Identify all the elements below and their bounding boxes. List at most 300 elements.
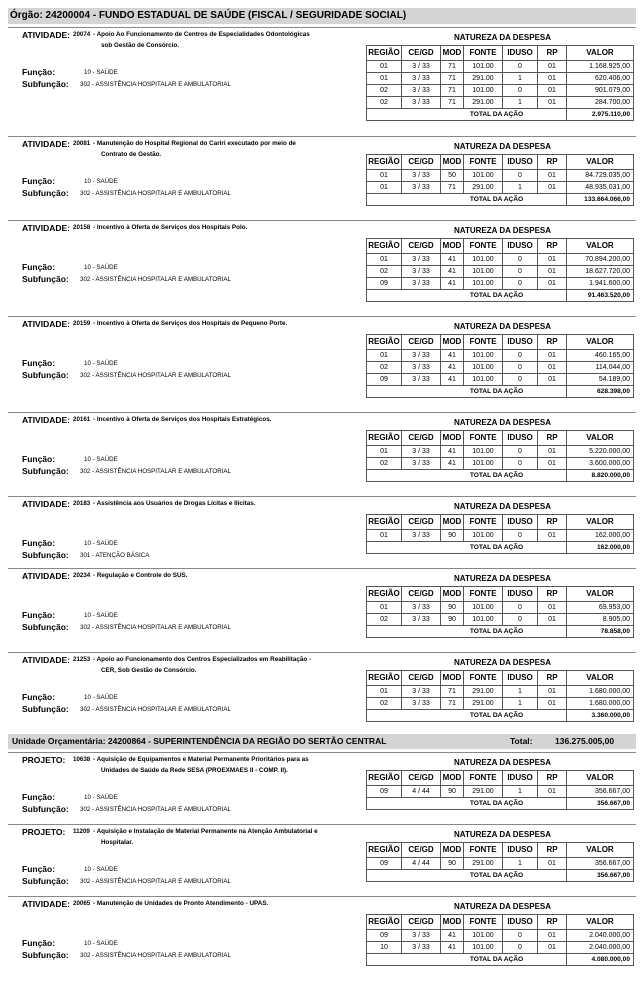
total-value: 3.360.000,00 bbox=[567, 710, 634, 722]
funcao-label: Função: bbox=[22, 938, 56, 948]
table-cell: 3 / 33 bbox=[402, 278, 441, 290]
column-header: REGIÃO bbox=[367, 239, 402, 254]
total-row bbox=[367, 954, 634, 966]
table-cell: 01 bbox=[538, 97, 567, 109]
action-code: 20065 bbox=[73, 900, 91, 907]
table-cell: 02 bbox=[367, 458, 402, 470]
table-cell: 41 bbox=[441, 942, 464, 954]
table-cell: 3 / 33 bbox=[402, 614, 441, 626]
table-cell: 101.00 bbox=[464, 61, 503, 73]
table-cell: 3 / 33 bbox=[402, 61, 441, 73]
table-cell: 84.729.035,00 bbox=[567, 170, 634, 182]
table-cell: 02 bbox=[367, 362, 402, 374]
column-header: REGIÃO bbox=[367, 671, 402, 686]
total-row bbox=[367, 798, 634, 810]
table-cell: 4 / 44 bbox=[402, 786, 441, 798]
funcao-label: Função: bbox=[22, 792, 56, 802]
column-header: MOD bbox=[441, 915, 464, 930]
table-header-row bbox=[367, 155, 634, 170]
subfuncao-value: 301 - ATENÇÃO BÁSICA bbox=[80, 552, 150, 559]
natureza-header: NATUREZA DA DESPESA bbox=[454, 226, 552, 235]
natureza-header: NATUREZA DA DESPESA bbox=[454, 418, 552, 427]
action-kind: PROJETO: bbox=[22, 755, 66, 765]
table-cell: 18.627.720,00 bbox=[567, 266, 634, 278]
column-header: IDUSO bbox=[503, 915, 538, 930]
table-cell: 01 bbox=[538, 350, 567, 362]
table-cell: 620.406,00 bbox=[567, 73, 634, 85]
table-cell: 01 bbox=[367, 602, 402, 614]
column-header: RP bbox=[538, 843, 567, 858]
table-cell: 1 bbox=[503, 182, 538, 194]
subfuncao-value: 302 - ASSISTÊNCIA HOSPITALAR E AMBULATORIAL bbox=[80, 372, 231, 379]
subfuncao-value: 302 - ASSISTÊNCIA HOSPITALAR E AMBULATORIAL bbox=[80, 81, 231, 88]
table-row bbox=[367, 858, 634, 870]
table-cell: 90 bbox=[441, 614, 464, 626]
table-cell: 1.168.925,00 bbox=[567, 61, 634, 73]
table-cell: 01 bbox=[538, 73, 567, 85]
column-header: RP bbox=[538, 46, 567, 61]
action-description-line2: Hospitalar. bbox=[101, 839, 134, 846]
action-kind: ATIVIDADE: bbox=[22, 30, 71, 40]
column-header: CE/GD bbox=[402, 587, 441, 602]
column-header: REGIÃO bbox=[367, 843, 402, 858]
table-cell: 0 bbox=[503, 374, 538, 386]
table-cell: 1 bbox=[503, 686, 538, 698]
column-header: RP bbox=[538, 671, 567, 686]
column-header: VALOR bbox=[567, 915, 634, 930]
action-description-line1: - Incentivo à Oferta de Serviços dos Hospitais de Pequeno Porte. bbox=[93, 320, 288, 327]
column-header: CE/GD bbox=[402, 46, 441, 61]
total-value: 356.667,00 bbox=[567, 798, 634, 810]
column-header: IDUSO bbox=[503, 671, 538, 686]
table-cell: 8.905,00 bbox=[567, 614, 634, 626]
table-cell: 71 bbox=[441, 686, 464, 698]
table-cell: 0 bbox=[503, 362, 538, 374]
action-kind: ATIVIDADE: bbox=[22, 319, 71, 329]
table-cell: 101.00 bbox=[464, 446, 503, 458]
funcao-value: 10 - SAÚDE bbox=[84, 940, 118, 947]
budget-action-block bbox=[8, 896, 636, 986]
column-header: FONTE bbox=[464, 335, 503, 350]
total-value: 91.463.520,00 bbox=[567, 290, 634, 302]
column-header: FONTE bbox=[464, 46, 503, 61]
funcao-label: Função: bbox=[22, 176, 56, 186]
column-header: REGIÃO bbox=[367, 915, 402, 930]
table-cell: 101.00 bbox=[464, 942, 503, 954]
column-header: RP bbox=[538, 335, 567, 350]
column-header: MOD bbox=[441, 46, 464, 61]
separator bbox=[8, 568, 636, 569]
table-cell: 41 bbox=[441, 254, 464, 266]
table-cell: 02 bbox=[367, 614, 402, 626]
table-cell: 90 bbox=[441, 858, 464, 870]
total-value: 628.398,00 bbox=[567, 386, 634, 398]
table-cell: 291.00 bbox=[464, 698, 503, 710]
table-cell: 54.189,00 bbox=[567, 374, 634, 386]
total-row bbox=[367, 542, 634, 554]
table-cell: 1 bbox=[503, 97, 538, 109]
column-header: MOD bbox=[441, 431, 464, 446]
column-header: REGIÃO bbox=[367, 46, 402, 61]
table-row bbox=[367, 446, 634, 458]
table-cell: 1 bbox=[503, 698, 538, 710]
table-cell: 01 bbox=[367, 170, 402, 182]
table-cell: 291.00 bbox=[464, 73, 503, 85]
table-cell: 0 bbox=[503, 614, 538, 626]
subfuncao-label: Subfunção: bbox=[22, 804, 69, 814]
column-header: VALOR bbox=[567, 843, 634, 858]
subfuncao-label: Subfunção: bbox=[22, 79, 69, 89]
table-cell: 01 bbox=[367, 73, 402, 85]
total-value: 8.820.000,00 bbox=[567, 470, 634, 482]
action-description-line1: - Manutenção de Unidades de Pronto Atendimento - UPAS. bbox=[93, 900, 269, 907]
table-row bbox=[367, 686, 634, 698]
column-header: REGIÃO bbox=[367, 771, 402, 786]
column-header: CE/GD bbox=[402, 239, 441, 254]
action-code: 20074 bbox=[73, 31, 91, 38]
funcao-value: 10 - SAÚDE bbox=[84, 456, 118, 463]
table-cell: 3 / 33 bbox=[402, 686, 441, 698]
table-cell: 71 bbox=[441, 698, 464, 710]
table-cell: 09 bbox=[367, 858, 402, 870]
total-row bbox=[367, 290, 634, 302]
column-header: FONTE bbox=[464, 239, 503, 254]
budget-action-block bbox=[8, 652, 636, 742]
table-header-row bbox=[367, 46, 634, 61]
total-value: 356.667,00 bbox=[567, 870, 634, 882]
table-cell: 0 bbox=[503, 350, 538, 362]
separator bbox=[8, 652, 636, 653]
action-description-line1: - Aquisição e Instalação de Material Permanente na Atenção Ambulatorial e bbox=[93, 828, 318, 835]
column-header: FONTE bbox=[464, 431, 503, 446]
table-cell: 0 bbox=[503, 278, 538, 290]
action-description-line1: - Assistência aos Usuários de Drogas Lícitas e Ilícitas. bbox=[93, 500, 256, 507]
table-cell: 3 / 33 bbox=[402, 602, 441, 614]
total-row bbox=[367, 710, 634, 722]
total-label: TOTAL DA AÇÃO bbox=[367, 798, 567, 810]
action-code: 11209 bbox=[73, 828, 90, 835]
natureza-header: NATUREZA DA DESPESA bbox=[454, 574, 552, 583]
table-cell: 291.00 bbox=[464, 182, 503, 194]
column-header: FONTE bbox=[464, 843, 503, 858]
table-cell: 291.00 bbox=[464, 786, 503, 798]
table-cell: 41 bbox=[441, 266, 464, 278]
table-cell: 50 bbox=[441, 170, 464, 182]
table-cell: 41 bbox=[441, 350, 464, 362]
table-cell: 02 bbox=[367, 97, 402, 109]
action-description-line1: - Apoio Ao Funcionamento de Centros de Especialidades Odontológicas bbox=[93, 31, 310, 38]
funcao-value: 10 - SAÚDE bbox=[84, 794, 118, 801]
table-cell: 101.00 bbox=[464, 602, 503, 614]
table-cell: 2.040.000,00 bbox=[567, 930, 634, 942]
action-code: 20234 bbox=[73, 572, 91, 579]
table-header-row bbox=[367, 843, 634, 858]
table-cell: 01 bbox=[538, 374, 567, 386]
table-cell: 101.00 bbox=[464, 266, 503, 278]
action-code: 10638 bbox=[73, 756, 91, 763]
subfuncao-label: Subfunção: bbox=[22, 188, 69, 198]
subfuncao-value: 302 - ASSISTÊNCIA HOSPITALAR E AMBULATORIAL bbox=[80, 624, 231, 631]
table-cell: 01 bbox=[538, 686, 567, 698]
action-kind: ATIVIDADE: bbox=[22, 899, 71, 909]
table-cell: 3 / 33 bbox=[402, 97, 441, 109]
table-row bbox=[367, 73, 634, 85]
table-cell: 356.667,00 bbox=[567, 858, 634, 870]
table-cell: 0 bbox=[503, 602, 538, 614]
despesa-table bbox=[366, 514, 634, 554]
table-cell: 71 bbox=[441, 97, 464, 109]
action-description-line2: Contrato de Gestão. bbox=[101, 151, 162, 158]
subfuncao-label: Subfunção: bbox=[22, 274, 69, 284]
column-header: VALOR bbox=[567, 239, 634, 254]
table-cell: 3 / 33 bbox=[402, 85, 441, 97]
table-cell: 01 bbox=[538, 786, 567, 798]
table-cell: 0 bbox=[503, 254, 538, 266]
total-label: TOTAL DA AÇÃO bbox=[367, 470, 567, 482]
column-header: MOD bbox=[441, 335, 464, 350]
total-label: TOTAL DA AÇÃO bbox=[367, 626, 567, 638]
action-kind: ATIVIDADE: bbox=[22, 139, 71, 149]
table-cell: 09 bbox=[367, 786, 402, 798]
action-kind: ATIVIDADE: bbox=[22, 499, 71, 509]
funcao-label: Função: bbox=[22, 358, 56, 368]
table-cell: 3 / 33 bbox=[402, 458, 441, 470]
action-description-line1: - Aquisição de Equipamentos e Material Permanente Prioritários para as bbox=[93, 756, 309, 763]
column-header: FONTE bbox=[464, 515, 503, 530]
column-header: CE/GD bbox=[402, 671, 441, 686]
table-cell: 02 bbox=[367, 698, 402, 710]
funcao-value: 10 - SAÚDE bbox=[84, 69, 118, 76]
column-header: RP bbox=[538, 515, 567, 530]
subfuncao-value: 302 - ASSISTÊNCIA HOSPITALAR E AMBULATORIAL bbox=[80, 276, 231, 283]
table-cell: 3 / 33 bbox=[402, 446, 441, 458]
table-cell: 460.165,00 bbox=[567, 350, 634, 362]
table-cell: 0 bbox=[503, 930, 538, 942]
column-header: VALOR bbox=[567, 671, 634, 686]
table-cell: 01 bbox=[367, 254, 402, 266]
natureza-header: NATUREZA DA DESPESA bbox=[454, 902, 552, 911]
funcao-label: Função: bbox=[22, 610, 56, 620]
action-code: 21253 bbox=[73, 656, 91, 663]
table-cell: 01 bbox=[367, 182, 402, 194]
action-kind: PROJETO: bbox=[22, 827, 66, 837]
column-header: IDUSO bbox=[503, 46, 538, 61]
table-cell: 90 bbox=[441, 530, 464, 542]
table-cell: 291.00 bbox=[464, 97, 503, 109]
table-cell: 291.00 bbox=[464, 858, 503, 870]
despesa-table bbox=[366, 586, 634, 638]
table-cell: 101.00 bbox=[464, 930, 503, 942]
table-cell: 3 / 33 bbox=[402, 942, 441, 954]
column-header: IDUSO bbox=[503, 335, 538, 350]
total-label: TOTAL DA AÇÃO bbox=[367, 109, 567, 121]
action-code: 20183 bbox=[73, 500, 91, 507]
total-label: TOTAL DA AÇÃO bbox=[367, 386, 567, 398]
table-cell: 70.894.200,00 bbox=[567, 254, 634, 266]
action-kind: ATIVIDADE: bbox=[22, 655, 71, 665]
subfuncao-label: Subfunção: bbox=[22, 704, 69, 714]
table-cell: 01 bbox=[538, 266, 567, 278]
separator bbox=[8, 220, 636, 221]
natureza-header: NATUREZA DA DESPESA bbox=[454, 658, 552, 667]
total-row bbox=[367, 194, 634, 206]
table-cell: 09 bbox=[367, 374, 402, 386]
table-row bbox=[367, 278, 634, 290]
table-cell: 02 bbox=[367, 85, 402, 97]
natureza-header: NATUREZA DA DESPESA bbox=[454, 502, 552, 511]
table-cell: 3 / 33 bbox=[402, 362, 441, 374]
column-header: IDUSO bbox=[503, 515, 538, 530]
action-description-line2: sob Gestão de Consórcio. bbox=[101, 42, 180, 49]
action-description-line2: CER, Sob Gestão de Consórcio. bbox=[101, 667, 197, 674]
table-cell: 1.680.000,00 bbox=[567, 698, 634, 710]
table-cell: 09 bbox=[367, 930, 402, 942]
table-cell: 41 bbox=[441, 458, 464, 470]
table-cell: 01 bbox=[538, 614, 567, 626]
table-cell: 01 bbox=[538, 858, 567, 870]
total-value: 78.858,00 bbox=[567, 626, 634, 638]
orgao-header bbox=[8, 8, 636, 24]
table-cell: 01 bbox=[367, 686, 402, 698]
despesa-table bbox=[366, 238, 634, 302]
total-label: TOTAL DA AÇÃO bbox=[367, 710, 567, 722]
table-row bbox=[367, 350, 634, 362]
table-cell: 71 bbox=[441, 61, 464, 73]
table-row bbox=[367, 182, 634, 194]
column-header: MOD bbox=[441, 771, 464, 786]
column-header: VALOR bbox=[567, 46, 634, 61]
funcao-label: Função: bbox=[22, 454, 56, 464]
table-cell: 71 bbox=[441, 182, 464, 194]
table-cell: 69.953,00 bbox=[567, 602, 634, 614]
natureza-header: NATUREZA DA DESPESA bbox=[454, 758, 552, 767]
total-label: TOTAL DA AÇÃO bbox=[367, 194, 567, 206]
table-cell: 71 bbox=[441, 73, 464, 85]
column-header: MOD bbox=[441, 239, 464, 254]
column-header: MOD bbox=[441, 515, 464, 530]
subfuncao-label: Subfunção: bbox=[22, 876, 69, 886]
total-label: TOTAL DA AÇÃO bbox=[367, 542, 567, 554]
subfuncao-value: 302 - ASSISTÊNCIA HOSPITALAR E AMBULATORIAL bbox=[80, 190, 231, 197]
table-cell: 41 bbox=[441, 374, 464, 386]
despesa-table bbox=[366, 770, 634, 810]
table-cell: 71 bbox=[441, 85, 464, 97]
table-cell: 0 bbox=[503, 170, 538, 182]
column-header: RP bbox=[538, 915, 567, 930]
table-cell: 162.000,00 bbox=[567, 530, 634, 542]
table-cell: 1.941.600,00 bbox=[567, 278, 634, 290]
action-code: 20081 bbox=[73, 140, 91, 147]
table-cell: 0 bbox=[503, 85, 538, 97]
budget-action-block bbox=[8, 220, 636, 310]
table-cell: 1 bbox=[503, 786, 538, 798]
table-cell: 01 bbox=[538, 61, 567, 73]
table-cell: 3 / 33 bbox=[402, 182, 441, 194]
action-code: 20161 bbox=[73, 416, 91, 423]
separator bbox=[8, 27, 636, 28]
table-cell: 01 bbox=[538, 446, 567, 458]
table-cell: 01 bbox=[367, 350, 402, 362]
table-cell: 01 bbox=[538, 254, 567, 266]
column-header: REGIÃO bbox=[367, 587, 402, 602]
column-header: VALOR bbox=[567, 155, 634, 170]
natureza-header: NATUREZA DA DESPESA bbox=[454, 33, 552, 42]
table-cell: 3 / 33 bbox=[402, 73, 441, 85]
natureza-header: NATUREZA DA DESPESA bbox=[454, 322, 552, 331]
column-header: CE/GD bbox=[402, 155, 441, 170]
table-cell: 0 bbox=[503, 446, 538, 458]
despesa-table bbox=[366, 842, 634, 882]
total-row bbox=[367, 470, 634, 482]
action-kind: ATIVIDADE: bbox=[22, 223, 71, 233]
action-description-line1: - Incentivo à Oferta de Serviços dos Hospitais Polo. bbox=[93, 224, 248, 231]
total-row bbox=[367, 626, 634, 638]
total-value: 2.975.110,00 bbox=[567, 109, 634, 121]
table-header-row bbox=[367, 335, 634, 350]
table-cell: 3 / 33 bbox=[402, 266, 441, 278]
column-header: IDUSO bbox=[503, 587, 538, 602]
column-header: RP bbox=[538, 155, 567, 170]
table-cell: 2.040.000,00 bbox=[567, 942, 634, 954]
table-cell: 90 bbox=[441, 786, 464, 798]
column-header: VALOR bbox=[567, 771, 634, 786]
action-description-line1: - Regulação e Controle do SUS. bbox=[93, 572, 188, 579]
table-cell: 3 / 33 bbox=[402, 254, 441, 266]
separator bbox=[8, 136, 636, 137]
despesa-table bbox=[366, 670, 634, 722]
table-cell: 901.079,00 bbox=[567, 85, 634, 97]
table-cell: 356.667,00 bbox=[567, 786, 634, 798]
total-row bbox=[367, 386, 634, 398]
table-cell: 284.700,00 bbox=[567, 97, 634, 109]
table-cell: 01 bbox=[538, 530, 567, 542]
table-cell: 41 bbox=[441, 446, 464, 458]
table-header-row bbox=[367, 915, 634, 930]
table-header-row bbox=[367, 239, 634, 254]
budget-action-block bbox=[8, 316, 636, 406]
subfuncao-label: Subfunção: bbox=[22, 550, 69, 560]
column-header: VALOR bbox=[567, 587, 634, 602]
column-header: CE/GD bbox=[402, 915, 441, 930]
table-cell: 4 / 44 bbox=[402, 858, 441, 870]
table-row bbox=[367, 786, 634, 798]
despesa-table bbox=[366, 430, 634, 482]
budget-action-block bbox=[8, 27, 636, 117]
column-header: CE/GD bbox=[402, 431, 441, 446]
table-cell: 101.00 bbox=[464, 85, 503, 97]
table-cell: 101.00 bbox=[464, 530, 503, 542]
column-header: FONTE bbox=[464, 915, 503, 930]
table-cell: 01 bbox=[538, 278, 567, 290]
uo-total-label: Total: bbox=[510, 736, 533, 746]
table-cell: 3 / 33 bbox=[402, 350, 441, 362]
table-cell: 01 bbox=[367, 446, 402, 458]
table-cell: 01 bbox=[538, 362, 567, 374]
uo-total-value: 136.275.005,00 bbox=[555, 736, 615, 746]
table-row bbox=[367, 602, 634, 614]
table-cell: 101.00 bbox=[464, 458, 503, 470]
funcao-label: Função: bbox=[22, 262, 56, 272]
table-cell: 0 bbox=[503, 61, 538, 73]
column-header: VALOR bbox=[567, 515, 634, 530]
action-description-line2: Unidades de Saúde da Rede SESA (PROEXMAES II - COMP. II). bbox=[101, 767, 288, 774]
total-label: TOTAL DA AÇÃO bbox=[367, 870, 567, 882]
table-cell: 0 bbox=[503, 530, 538, 542]
funcao-value: 10 - SAÚDE bbox=[84, 694, 118, 701]
column-header: FONTE bbox=[464, 155, 503, 170]
total-row bbox=[367, 870, 634, 882]
table-header-row bbox=[367, 431, 634, 446]
